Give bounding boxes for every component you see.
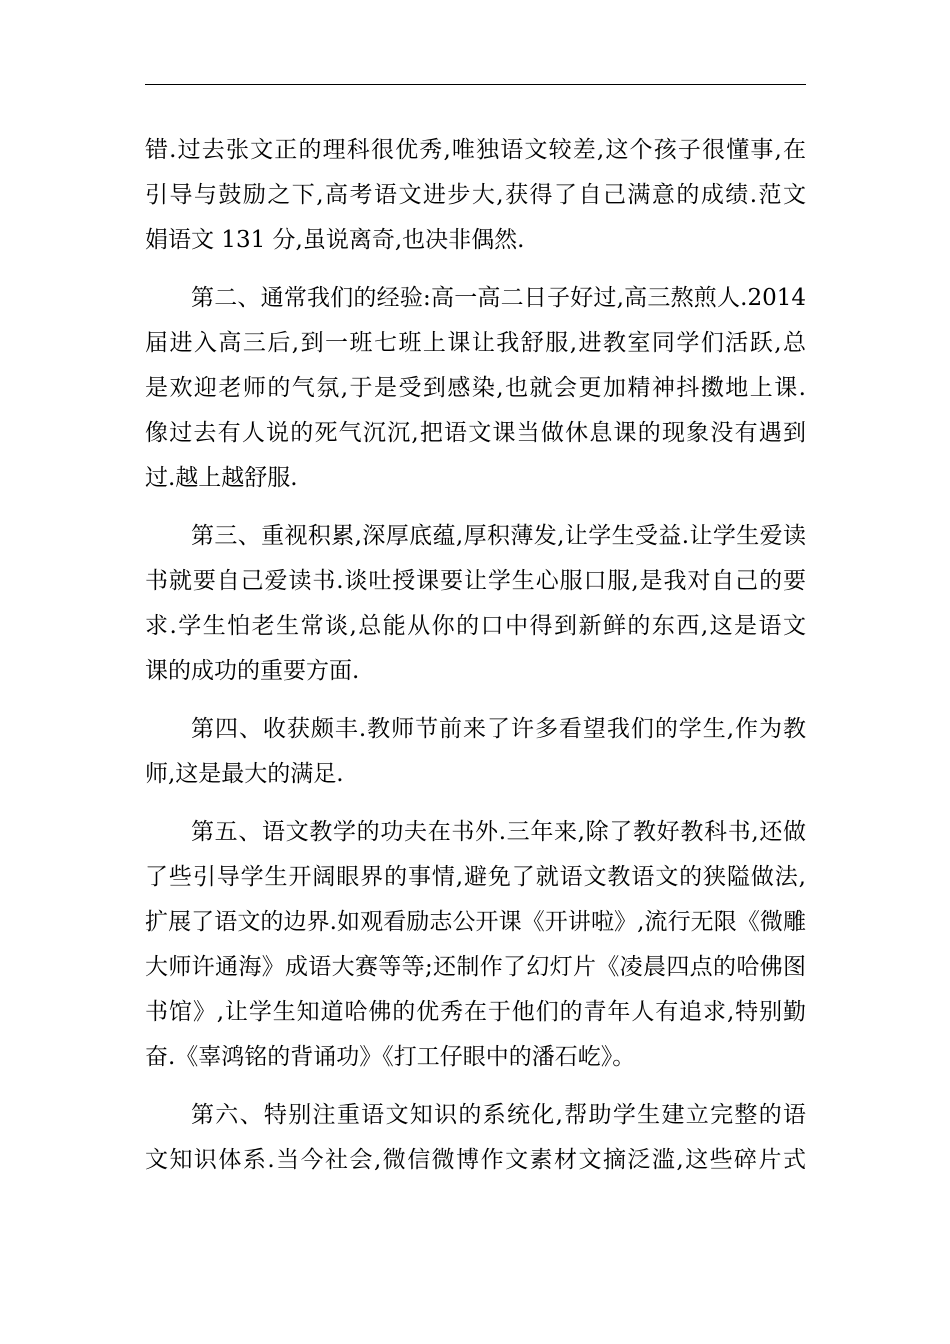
text-line: 扩展了语文的边界.如观看励志公开课《开讲啦》,流行无限《微雕 — [145, 909, 806, 935]
paragraph-2-start: 第二、通常我们的经验:高一高二日子好过,高三熬煎人.2014 — [191, 285, 806, 311]
header-rule — [145, 84, 806, 85]
text-line: 奋.《辜鸿铭的背诵功》《打工仔眼中的潘石屹》。 — [145, 1044, 636, 1070]
paragraph-4-start: 第四、收获颇丰.教师节前来了许多看望我们的学生,作为教 — [191, 716, 806, 742]
text-line: 像过去有人说的死气沉沉,把语文课当做休息课的现象没有遇到 — [145, 420, 806, 446]
text-line: 书就要自己爱读书.谈吐授课要让学生心服口服,是我对自己的要 — [145, 568, 806, 594]
body-text — [145, 128, 806, 1183]
text-line: 大师许通海》成语大赛等等;还制作了幻灯片《凌晨四点的哈佛图 — [145, 954, 806, 980]
text-line: 娟语文 131 分,虽说离奇,也决非偶然. — [145, 227, 525, 253]
text-line: 求.学生怕老生常谈,总能从你的口中得到新鲜的东西,这是语文 — [145, 613, 806, 639]
paragraph-3-start: 第三、重视积累,深厚底蕴,厚积薄发,让学生受益.让学生爱读 — [191, 523, 806, 549]
text-line: 书馆》,让学生知道哈佛的优秀在于他们的青年人有追求,特别勤 — [145, 999, 806, 1025]
paragraph-5-start: 第五、语文教学的功夫在书外.三年来,除了教好教科书,还做 — [191, 819, 806, 845]
text-line: 错.过去张文正的理科很优秀,唯独语文较差,这个孩子很懂事,在 — [145, 137, 806, 163]
text-line: 引导与鼓励之下,高考语文进步大,获得了自己满意的成绩.范文 — [145, 182, 806, 208]
text-line: 文知识体系.当今社会,微信微博作文素材文摘泛滥,这些碎片式 — [145, 1147, 806, 1173]
text-line: 了些引导学生开阔眼界的事情,避免了就语文教语文的狭隘做法, — [145, 864, 806, 890]
paragraph-6-start: 第六、特别注重语文知识的系统化,帮助学生建立完整的语 — [191, 1102, 806, 1128]
text-line: 课的成功的重要方面. — [145, 658, 360, 684]
text-line: 师,这是最大的满足. — [145, 761, 344, 787]
text-line: 届进入高三后,到一班七班上课让我舒服,进教室同学们活跃,总 — [145, 330, 806, 356]
text-line: 过.越上越舒服. — [145, 465, 298, 491]
text-line: 是欢迎老师的气氛,于是受到感染,也就会更加精神抖擞地上课. — [145, 375, 806, 401]
